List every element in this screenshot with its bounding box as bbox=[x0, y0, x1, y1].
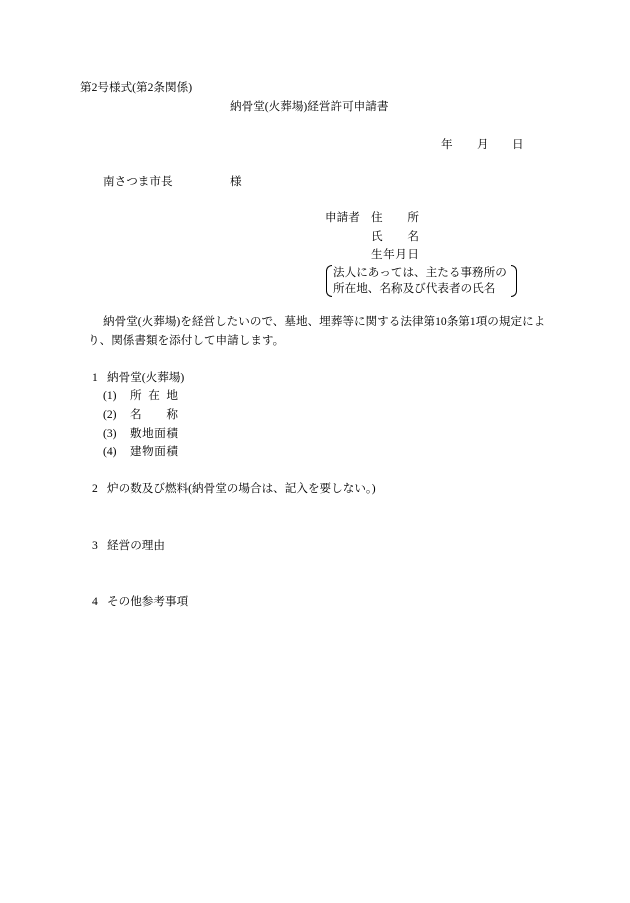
subitem-number: (2) bbox=[103, 408, 117, 421]
corporate-note-line: 所在地、名称及び代表者の氏名 bbox=[333, 282, 496, 295]
left-bracket bbox=[326, 265, 332, 297]
subitem-label bbox=[130, 445, 178, 459]
form-title: 納骨堂(火葬場)経営許可申請書 bbox=[230, 100, 389, 113]
label-char: 名 bbox=[130, 408, 142, 421]
label-char: 住 bbox=[371, 211, 383, 224]
section-label: 納骨堂(火葬場) bbox=[107, 371, 185, 384]
subitem bbox=[103, 427, 178, 441]
subitem-label bbox=[130, 389, 178, 403]
section-number: 1 bbox=[92, 371, 98, 384]
label-char: 称 bbox=[166, 408, 178, 421]
date-year-label: 年 bbox=[441, 138, 453, 151]
right-bracket bbox=[511, 265, 517, 297]
label-char: 面 bbox=[154, 445, 166, 458]
subitem-label bbox=[130, 408, 178, 422]
label-char: 敷 bbox=[130, 427, 142, 440]
label-char: 物 bbox=[142, 445, 154, 458]
subitem-label bbox=[130, 427, 178, 441]
section-number: 4 bbox=[92, 595, 98, 608]
subitem bbox=[103, 408, 178, 422]
honorific: 様 bbox=[230, 175, 242, 188]
subitem-number: (4) bbox=[103, 445, 117, 458]
form-number: 第2号様式(第2条関係) bbox=[80, 81, 193, 94]
section-item bbox=[92, 371, 184, 385]
section-item bbox=[92, 482, 376, 496]
birthdate-label bbox=[371, 248, 419, 262]
applicant-label: 申請者 bbox=[325, 211, 360, 224]
label-char: 地 bbox=[166, 389, 178, 402]
label-char: 建 bbox=[130, 445, 142, 458]
label-char: 積 bbox=[166, 427, 178, 440]
subitem bbox=[103, 445, 178, 459]
statement-line: 納骨堂(火葬場)を経営したいので、墓地、埋葬等に関する法律第10条第1項の規定によ bbox=[103, 315, 546, 328]
statement-line: り、関係書類を添付して申請します。 bbox=[88, 334, 285, 347]
label-char: 名 bbox=[407, 230, 419, 243]
section-number: 3 bbox=[92, 539, 98, 552]
section-label: 経営の理由 bbox=[107, 539, 165, 552]
label-char: 月 bbox=[395, 248, 407, 261]
section-item bbox=[92, 595, 188, 609]
label-char: 日 bbox=[407, 248, 419, 261]
section-label: その他参考事項 bbox=[107, 595, 189, 608]
section-item bbox=[92, 539, 165, 553]
date-day-label: 日 bbox=[512, 138, 524, 151]
name-label bbox=[371, 230, 419, 244]
subitem bbox=[103, 389, 178, 403]
subitem-number: (1) bbox=[103, 389, 117, 402]
label-char: 生 bbox=[371, 248, 383, 261]
label-char: 所 bbox=[407, 211, 419, 224]
label-char: 積 bbox=[166, 445, 178, 458]
address-label bbox=[371, 211, 419, 225]
label-char: 面 bbox=[154, 427, 166, 440]
label-char: 在 bbox=[148, 389, 160, 402]
subitem-number: (3) bbox=[103, 427, 117, 440]
label-char: 氏 bbox=[371, 230, 383, 243]
date-month-label: 月 bbox=[477, 138, 489, 151]
section-label: 炉の数及び燃料(納骨堂の場合は、記入を要しない。) bbox=[107, 482, 376, 495]
section-number: 2 bbox=[92, 482, 98, 495]
label-char: 年 bbox=[383, 248, 395, 261]
label-char: 地 bbox=[142, 427, 154, 440]
corporate-note-line: 法人にあっては、主たる事務所の bbox=[333, 266, 507, 279]
label-char: 所 bbox=[130, 389, 142, 402]
addressee-name: 南さつま市長 bbox=[103, 175, 173, 188]
